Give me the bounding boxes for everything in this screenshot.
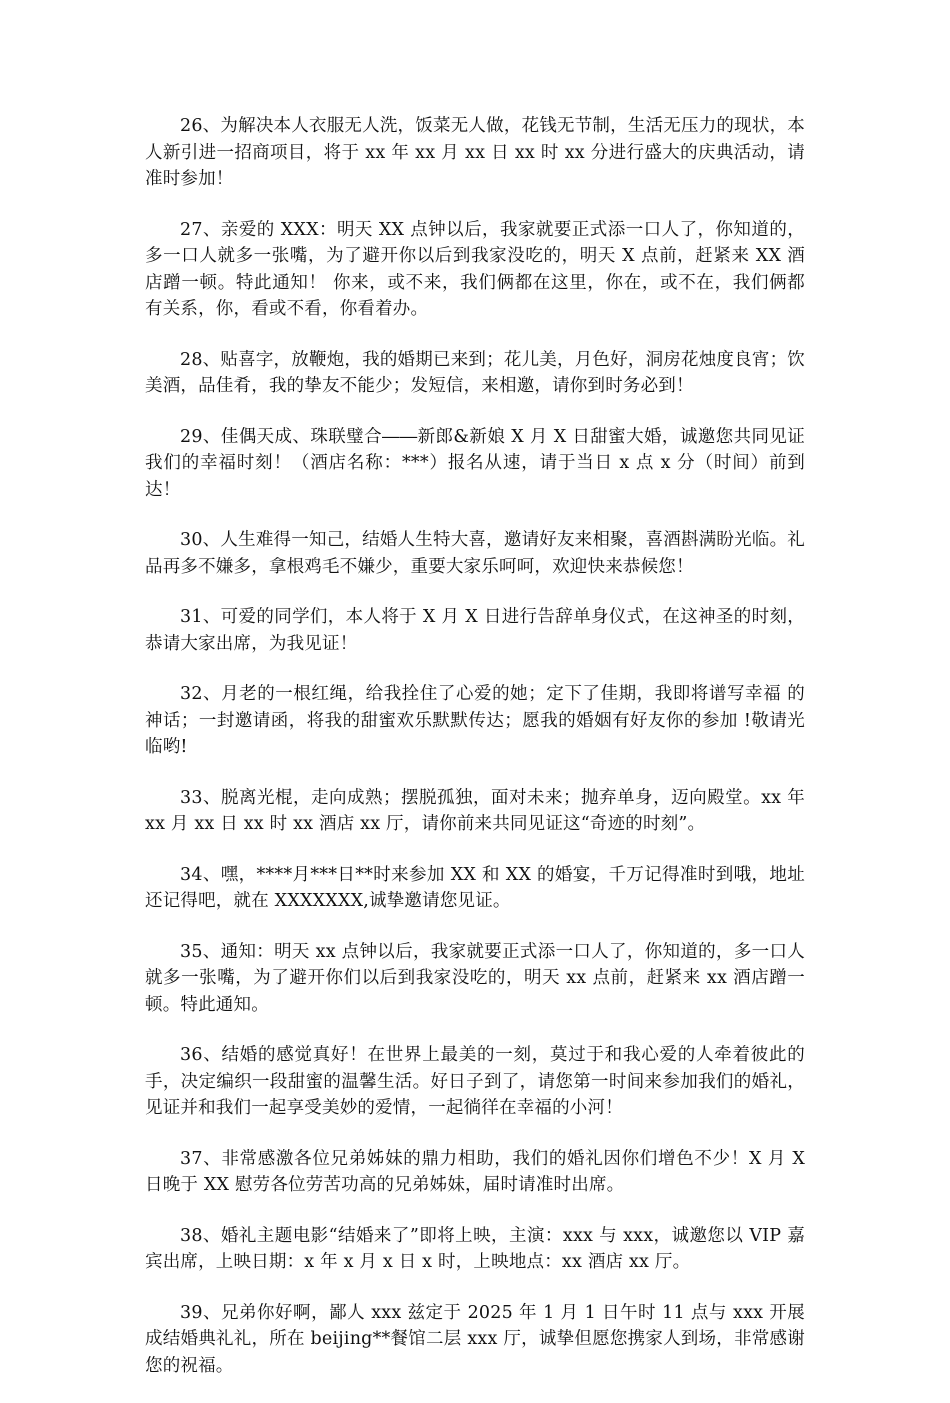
paragraph-26: 26、为解决本人衣服无人洗，饭菜无人做，花钱无节制，生活无压力的现状，本人新引进一招商项目，将于 xx 年 xx 月 xx 日 xx 时 xx 分进行盛大的庆典活动，请准时参加！	[145, 116, 805, 189]
paragraph-30: 30、人生难得一知己，结婚人生特大喜，邀请好友来相聚，喜酒斟满盼光临。礼品再多不嫌多，拿根鸡毛不嫌少，重要大家乐呵呵，欢迎快来恭候您！	[145, 530, 805, 577]
paragraph-31: 31、可爱的同学们，本人将于 X 月 X 日进行告辞单身仪式，在这神圣的时刻，恭请大家出席，为我见证！	[145, 607, 805, 654]
paragraph-37: 37、非常感激各位兄弟姊妹的鼎力相助，我们的婚礼因你们增色不少！X 月 X 日晚于 XX 慰劳各位劳苦功高的兄弟姊妹，届时请准时出席。	[145, 1148, 805, 1195]
paragraph-34: 34、嘿，****月***日**时来参加 XX 和 XX 的婚宴，千万记得准时到哦，地址还记得吧，就在 XXXXXXX,诚挚邀请您见证。	[145, 864, 805, 911]
paragraph-28: 28、贴喜字，放鞭炮，我的婚期已来到；花儿美，月色好，洞房花烛度良宵；饮美酒，品佳肴，我的挚友不能少；发短信，来相邀，请你到时务必到！	[145, 349, 805, 396]
paragraph-36: 36、结婚的感觉真好！在世界上最美的一刻，莫过于和我心爱的人牵着彼此的手，决定编织一段甜蜜的温馨生活。好日子到了，请您第一时间来参加我们的婚礼，见证并和我们一起享受美妙的爱情，一起徜徉在幸福的小河！	[145, 1045, 805, 1118]
paragraph-38: 38、婚礼主题电影“结婚来了”即将上映，主演：xxx 与 xxx，诚邀您以 VIP 嘉宾出席，上映日期：x 年 x 月 x 日 x 时，上映地点：xx 酒店 xx 厅。	[145, 1225, 805, 1272]
paragraph-33: 33、脱离光棍，走向成熟；摆脱孤独，面对未来；抛弃单身，迈向殿堂。xx 年 xx 月 xx 日 xx 时 xx 酒店 xx 厅，请你前来共同见证这“奇迹的时刻”。	[145, 787, 805, 834]
paragraph-29: 29、佳偶天成、珠联璧合――新郎&新娘 X 月 X 日甜蜜大婚，诚邀您共同见证我们的幸福时刻！（酒店名称：***）报名从速，请于当日 x 点 x 分（时间）前到达！	[145, 426, 805, 500]
paragraph-39: 39、兄弟你好啊，鄙人 xxx 兹定于 2025 年 1 月 1 日午时 11 点与 xxx 开展成结婚典礼礼，所在 beijing**餐馆二层 xxx 厅，诚挚但愿您携家人到场，非常感谢您的祝福。	[145, 1302, 805, 1376]
document-body	[145, 113, 805, 1403]
paragraph-27: 27、亲爱的 XXX：明天 XX 点钟以后，我家就要正式添一口人了，你知道的，多一口人就多一张嘴，为了避开你以后到我家没吃的，明天 X 点前，赶紧来 XX 酒店蹭一顿。特此通知！ 你来，或不来，我们俩都在这里，你在，或不在，我们俩都有关系，你，看或不看，你看着办。	[145, 219, 805, 319]
paragraph-35: 35、通知：明天 xx 点钟以后，我家就要正式添一口人了，你知道的，多一口人就多一张嘴，为了避开你们以后到我家没吃的，明天 xx 点前，赶紧来 xx 酒店蹭一顿。特此通知。	[145, 941, 805, 1015]
paragraph-32: 32、月老的一根红绳，给我拴住了心爱的她；定下了佳期，我即将谱写幸福 的神话；一封邀请函，将我的甜蜜欢乐默默传达；愿我的婚姻有好友你的参加 !敬请光临哟!	[145, 684, 805, 757]
